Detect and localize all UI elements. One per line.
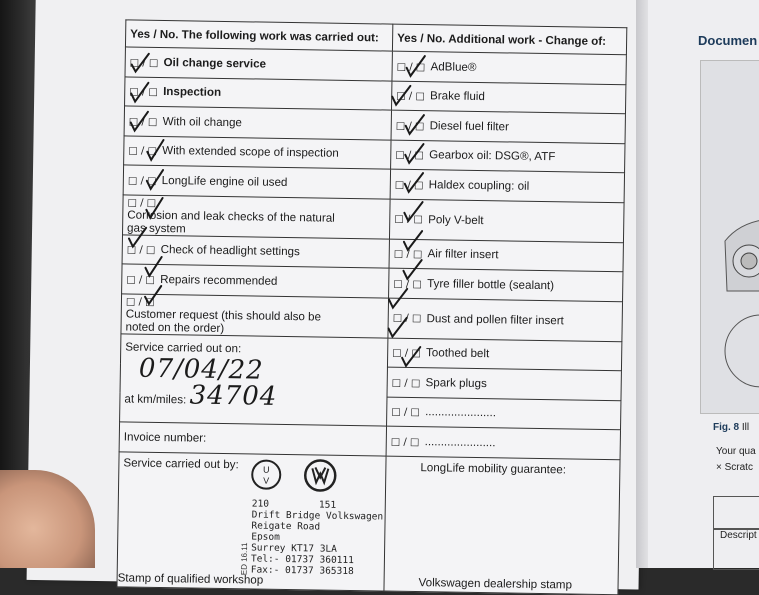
car-illustration-icon [701,61,759,413]
service-date-label: Service carried out on: [125,339,242,355]
checkbox-pair[interactable]: □ / □ [127,196,157,209]
svg-text:U: U [263,464,270,475]
tick-spark [402,347,420,366]
checkbox-pair[interactable]: □ / □ [391,377,421,389]
right-description-label: Descript [720,530,757,541]
work-item-label: LongLife engine oil used [161,173,288,189]
tick-adblue [407,56,425,76]
tick-customer [145,286,161,304]
tick-haldex [405,173,423,192]
additional-work-label: ...................... [425,405,497,420]
tick-headlight [129,227,146,246]
work-item-label: Oil change service [163,55,267,71]
invoice-number-cell: Invoice number: [119,422,386,456]
stamp-dealer-name: Drift Bridge Volkswagen [251,508,384,523]
service-booklet-page [27,0,648,590]
service-date-handwritten: 07/04/22 [138,353,264,386]
additional-work-label: Brake fluid [429,89,485,104]
tick-diesel [406,115,424,134]
additional-work-label: Spark plugs [425,376,487,391]
checkbox-pair[interactable]: □ / □ [393,248,423,261]
additional-work-label: Tyre filler bottle (sealant) [427,277,555,293]
additional-work-label: ...................... [424,435,496,450]
tick-longlife [147,170,163,189]
checkbox-pair[interactable]: □ / □ [390,436,420,448]
checkbox-pair[interactable]: □ / □ [392,347,421,360]
additional-work-label: Air filter insert [427,247,499,262]
additional-work-label: AdBlue® [430,60,477,74]
work-item-label: With oil change [162,114,243,130]
additional-work-label: Haldex coupling: oil [428,178,530,193]
checkbox-pair[interactable]: □ / □ [126,244,156,256]
stamp-line: Tel:- 01737 360111 [250,552,354,566]
fig-text: Ill [741,422,750,433]
stamp-line: Surrey KT17 3LA [251,541,337,555]
checkbox-pair[interactable]: □ / □ [393,278,422,290]
work-item-label: Corrosion and leak checks of the natural gas system [127,207,335,235]
tick-extended [147,140,163,160]
checkbox-pair[interactable]: □ / □ [126,273,156,286]
right-box [713,496,759,530]
stamp-workshop-label: Stamp of qualified workshop [117,570,264,587]
right-fig-caption [713,422,749,433]
additional-work-label: Diesel fuel filter [429,119,509,134]
work-item-label: Check of headlight settings [160,243,300,259]
work-item-label: Customer request (this should also be noted on the order) [125,306,322,335]
right-text-1: Your qua [716,446,756,457]
additional-work-label: Dust and pollen filter insert [426,311,564,328]
tick-repairs [145,257,161,276]
tick-gearbox [405,144,423,163]
additional-work-label: Toothed belt [425,346,490,361]
stamp-side-code: ED 16.11 [239,541,250,575]
checkbox-pair[interactable]: □ / □ [394,179,424,191]
longlife-label: LongLife mobility guarantee: [420,460,567,476]
tick-with-oil-change [131,112,148,131]
tick-oil-change [132,54,149,72]
additional-work-label: Poly V-belt [428,212,484,227]
stamp-line: Epsom [251,530,280,543]
checkbox-pair[interactable]: □ / □ [129,57,159,69]
right-page-title: Documen [698,33,758,48]
svg-text:V: V [263,475,270,486]
checkbox-pair[interactable]: □ / □ [395,149,425,162]
stamp-line: Reigate Road [251,519,321,533]
work-item-label: With extended scope of inspection [162,144,339,161]
left-column-header: Yes / No. The following work was carried out: [125,20,392,51]
tick-tyre [403,260,421,279]
handwritten-ticks [27,0,648,590]
checkbox-pair[interactable]: □ / □ [396,61,426,73]
stamp-code-right: 151 [318,499,337,511]
right-column-header: Yes / No. Additional work - Change of: [392,24,626,55]
tick-toothed [388,318,406,337]
km-miles-label: at km/miles: [124,391,187,406]
dealership-stamp-label: Volkswagen dealership stamp [418,575,573,591]
right-page-illustration [700,60,759,414]
service-by-label: Service carried out by: [123,455,239,471]
tick-corrosion [146,198,162,218]
stamp-line: Fax:- 01737 365318 [250,563,354,577]
checkbox-pair[interactable]: □ / □ [391,406,420,419]
tick-airfilter [404,231,422,250]
tick-inspection [131,83,148,102]
checkbox-pair[interactable]: □ / □ [394,213,423,226]
checkbox-pair[interactable]: □ / □ [125,295,155,308]
work-item-label: Repairs recommended [160,272,278,288]
tick-dust [389,289,407,308]
tick-polyv [404,202,422,221]
checkbox-pair[interactable]: □ / □ [396,90,425,103]
checkbox-pair[interactable]: □ / □ [395,120,425,132]
checkbox-pair[interactable]: □ / □ [128,145,158,157]
checkbox-pair[interactable]: □ / □ [127,174,157,187]
right-text-2: × Scratc [716,462,753,473]
checkbox-pair[interactable]: □ / □ [392,312,422,325]
km-miles-handwritten: 34704 [189,379,278,412]
fig-label: Fig. 8 [713,422,740,433]
checkbox-pair[interactable]: □ / □ [128,116,158,128]
additional-work-label: Gearbox oil: DSG®, ATF [429,148,556,164]
work-item-label: Inspection [163,85,222,100]
tick-brake-fluid [392,86,410,105]
stamp-code-left: 210 [251,497,270,510]
checkbox-pair[interactable]: □ / □ [129,86,158,98]
